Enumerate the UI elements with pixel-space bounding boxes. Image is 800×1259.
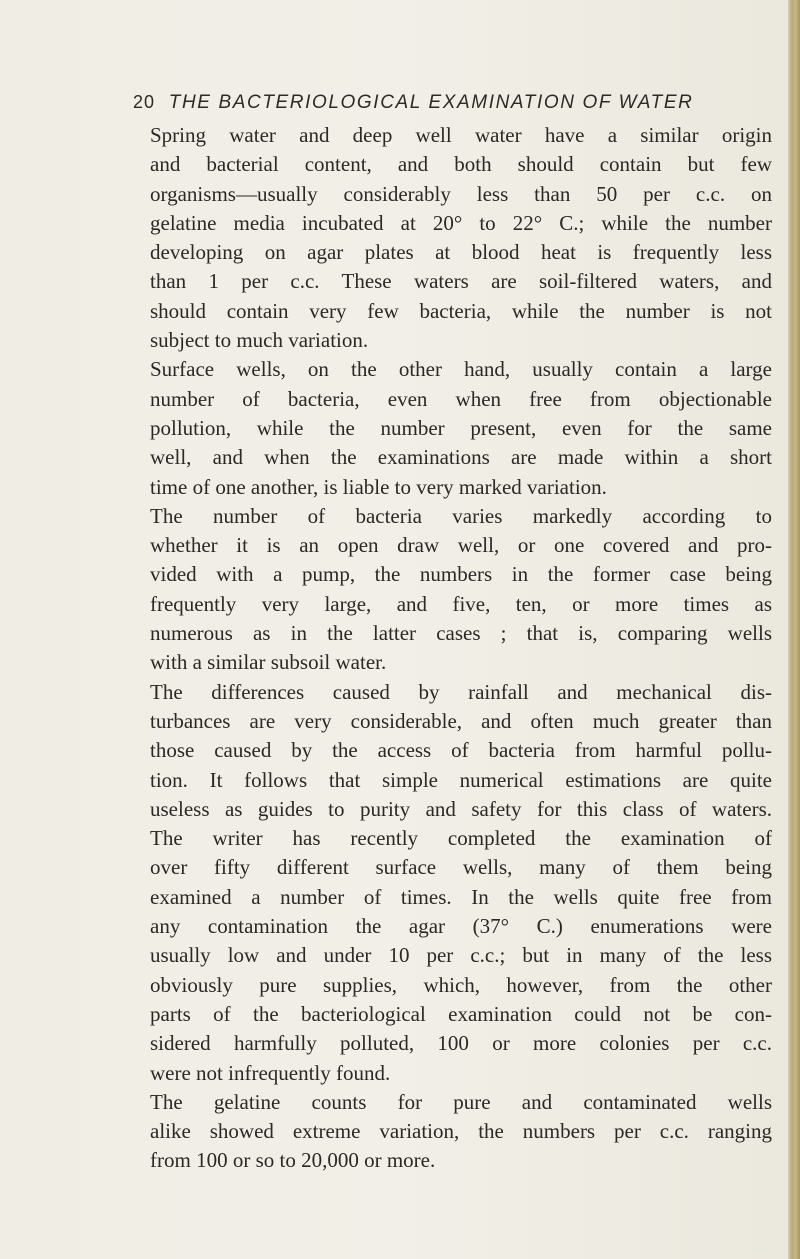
text-line: turbances are very considerable, and often much greater than xyxy=(150,708,772,733)
text-line: The number of bacteria varies markedly according to xyxy=(150,503,772,528)
text-line: from 100 or so to 20,000 or more. xyxy=(150,1148,436,1173)
running-head-title: THE BACTERIOLOGICAL EXAMINATION OF WATER xyxy=(168,92,694,113)
text-line: examined a number of times. In the wells quite free from xyxy=(150,884,772,909)
text-line: tion. It follows that simple numerical estimations are quite xyxy=(150,767,772,792)
text-line: The writer has recently completed the examination of xyxy=(150,826,772,851)
text-line: pollution, while the number present, even for the same xyxy=(150,415,772,440)
text-line: with a similar subsoil water. xyxy=(150,650,387,675)
text-line: whether it is an open draw well, or one covered and pro- xyxy=(150,533,772,558)
text-line: should contain very few bacteria, while the number is not xyxy=(150,298,772,323)
text-line: vided with a pump, the numbers in the former case being xyxy=(150,562,772,587)
text-line: parts of the bacteriological examination could not be con- xyxy=(150,1001,772,1026)
page-number: 20 xyxy=(133,92,156,112)
text-line: obviously pure supplies, which, however, from the other xyxy=(150,972,772,997)
text-line: were not infrequently found. xyxy=(150,1060,391,1085)
text-line: subject to much variation. xyxy=(150,328,369,353)
text-line: than 1 per c.c. These waters are soil-filtered waters, and xyxy=(150,269,772,294)
text-line: useless as guides to purity and safety for this class of waters. xyxy=(150,796,772,821)
text-line: those caused by the access of bacteria from harmful pollu- xyxy=(150,738,772,763)
text-line: time of one another, is liable to very marked variation. xyxy=(150,474,607,499)
text-line: The gelatine counts for pure and contaminated wells xyxy=(150,1089,772,1114)
text-line: Surface wells, on the other hand, usually contain a large xyxy=(150,357,772,382)
text-line: organisms—usually considerably less than 50 per c.c. on xyxy=(150,181,772,206)
text-line: well, and when the examinations are made within a short xyxy=(150,445,772,470)
text-line: over fifty different surface wells, many of them being xyxy=(150,855,772,880)
text-line: gelatine media incubated at 20° to 22° C.; while the number xyxy=(150,210,772,235)
text-line: sidered harmfully polluted, 100 or more colonies per c.c. xyxy=(150,1031,772,1056)
text-line: usually low and under 10 per c.c.; but in many of the less xyxy=(150,943,772,968)
running-head xyxy=(133,92,753,114)
text-line: alike showed extreme variation, the numbers per c.c. ranging xyxy=(150,1119,772,1144)
text-line: The differences caused by rainfall and mechanical dis- xyxy=(150,679,772,704)
text-line: and bacterial content, and both should contain but few xyxy=(150,152,772,177)
text-line: any contamination the agar (37° C.) enumerations were xyxy=(150,914,772,939)
text-line: frequently very large, and five, ten, or more times as xyxy=(150,591,772,616)
text-line: numerous as in the latter cases ; that is, comparing wells xyxy=(150,621,772,646)
text-line: developing on agar plates at blood heat is frequently less xyxy=(150,240,772,265)
body-text xyxy=(150,121,772,1176)
text-line: Spring water and deep well water have a similar origin xyxy=(150,123,772,147)
text-line: number of bacteria, even when free from objectionable xyxy=(150,386,772,411)
page-edge xyxy=(788,0,800,1259)
